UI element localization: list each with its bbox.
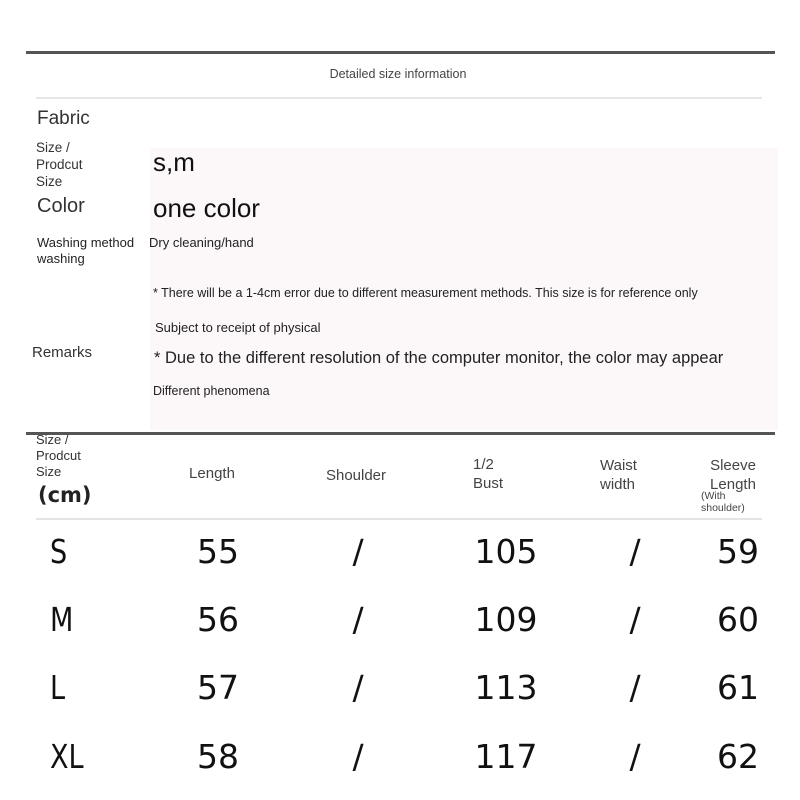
- remark-line-1: * There will be a 1-4cm error due to different measurement methods. This size is for reference only: [153, 286, 698, 300]
- color-value: one color: [153, 193, 260, 223]
- size-value: s,m: [153, 147, 195, 177]
- sleeve-cell: 61: [717, 668, 759, 707]
- column-header-length: Length: [189, 465, 235, 482]
- shoulder-cell: /: [352, 532, 364, 571]
- size-cell: S: [50, 532, 68, 571]
- remark-line-3: * Due to the different resolution of the computer monitor, the color may appear: [154, 349, 724, 367]
- bust-cell: 109: [474, 600, 538, 639]
- bust-cell: 113: [474, 668, 538, 707]
- table-top-divider: [26, 432, 775, 435]
- column-header-shoulder: Shoulder: [325, 467, 387, 484]
- top-divider: [26, 51, 775, 54]
- length-cell: 56: [197, 600, 239, 639]
- sleeve-note: (With shoulder): [701, 490, 745, 514]
- sleeve-cell: 62: [717, 737, 759, 776]
- bust-cell: 117: [474, 737, 538, 776]
- washing-label: Washing method: [37, 235, 135, 250]
- table-header-divider: [36, 518, 762, 520]
- remarks-label: Remarks: [32, 344, 93, 361]
- shoulder-cell: /: [352, 600, 364, 639]
- remark-line-4: Different phenomena: [153, 384, 270, 398]
- length-cell: 57: [197, 668, 239, 707]
- shoulder-cell: /: [352, 668, 364, 707]
- fabric-label: Fabric: [37, 108, 90, 129]
- bust-cell: 105: [474, 532, 538, 571]
- page-title: Detailed size information: [329, 67, 467, 81]
- unit-label: (cm): [38, 483, 92, 507]
- title-divider: [36, 97, 762, 99]
- size-cell: L: [50, 668, 66, 707]
- sleeve-cell: 59: [717, 532, 759, 571]
- color-label: Color: [37, 195, 85, 217]
- length-cell: 58: [197, 737, 239, 776]
- waist-cell: /: [629, 668, 641, 707]
- column-header-bust: 1/2 Bust: [473, 456, 504, 492]
- size-label: Size / Prodcut Size: [36, 140, 83, 189]
- column-header-waist: Waist width: [600, 457, 637, 493]
- size-cell: M: [50, 600, 74, 639]
- shoulder-cell: /: [352, 737, 364, 776]
- size-cell: XL: [50, 737, 84, 776]
- table-size-header: Size / Prodcut Size: [36, 432, 81, 479]
- waist-cell: /: [629, 737, 641, 776]
- washing-label-line2: washing: [37, 251, 85, 266]
- length-cell: 55: [197, 532, 239, 571]
- waist-cell: /: [629, 600, 641, 639]
- remark-line-2: Subject to receipt of physical: [155, 320, 321, 335]
- column-header-sleeve: Sleeve Length: [710, 457, 756, 493]
- washing-value: Dry cleaning/hand: [149, 235, 254, 250]
- sleeve-cell: 60: [717, 600, 759, 639]
- waist-cell: /: [629, 532, 641, 571]
